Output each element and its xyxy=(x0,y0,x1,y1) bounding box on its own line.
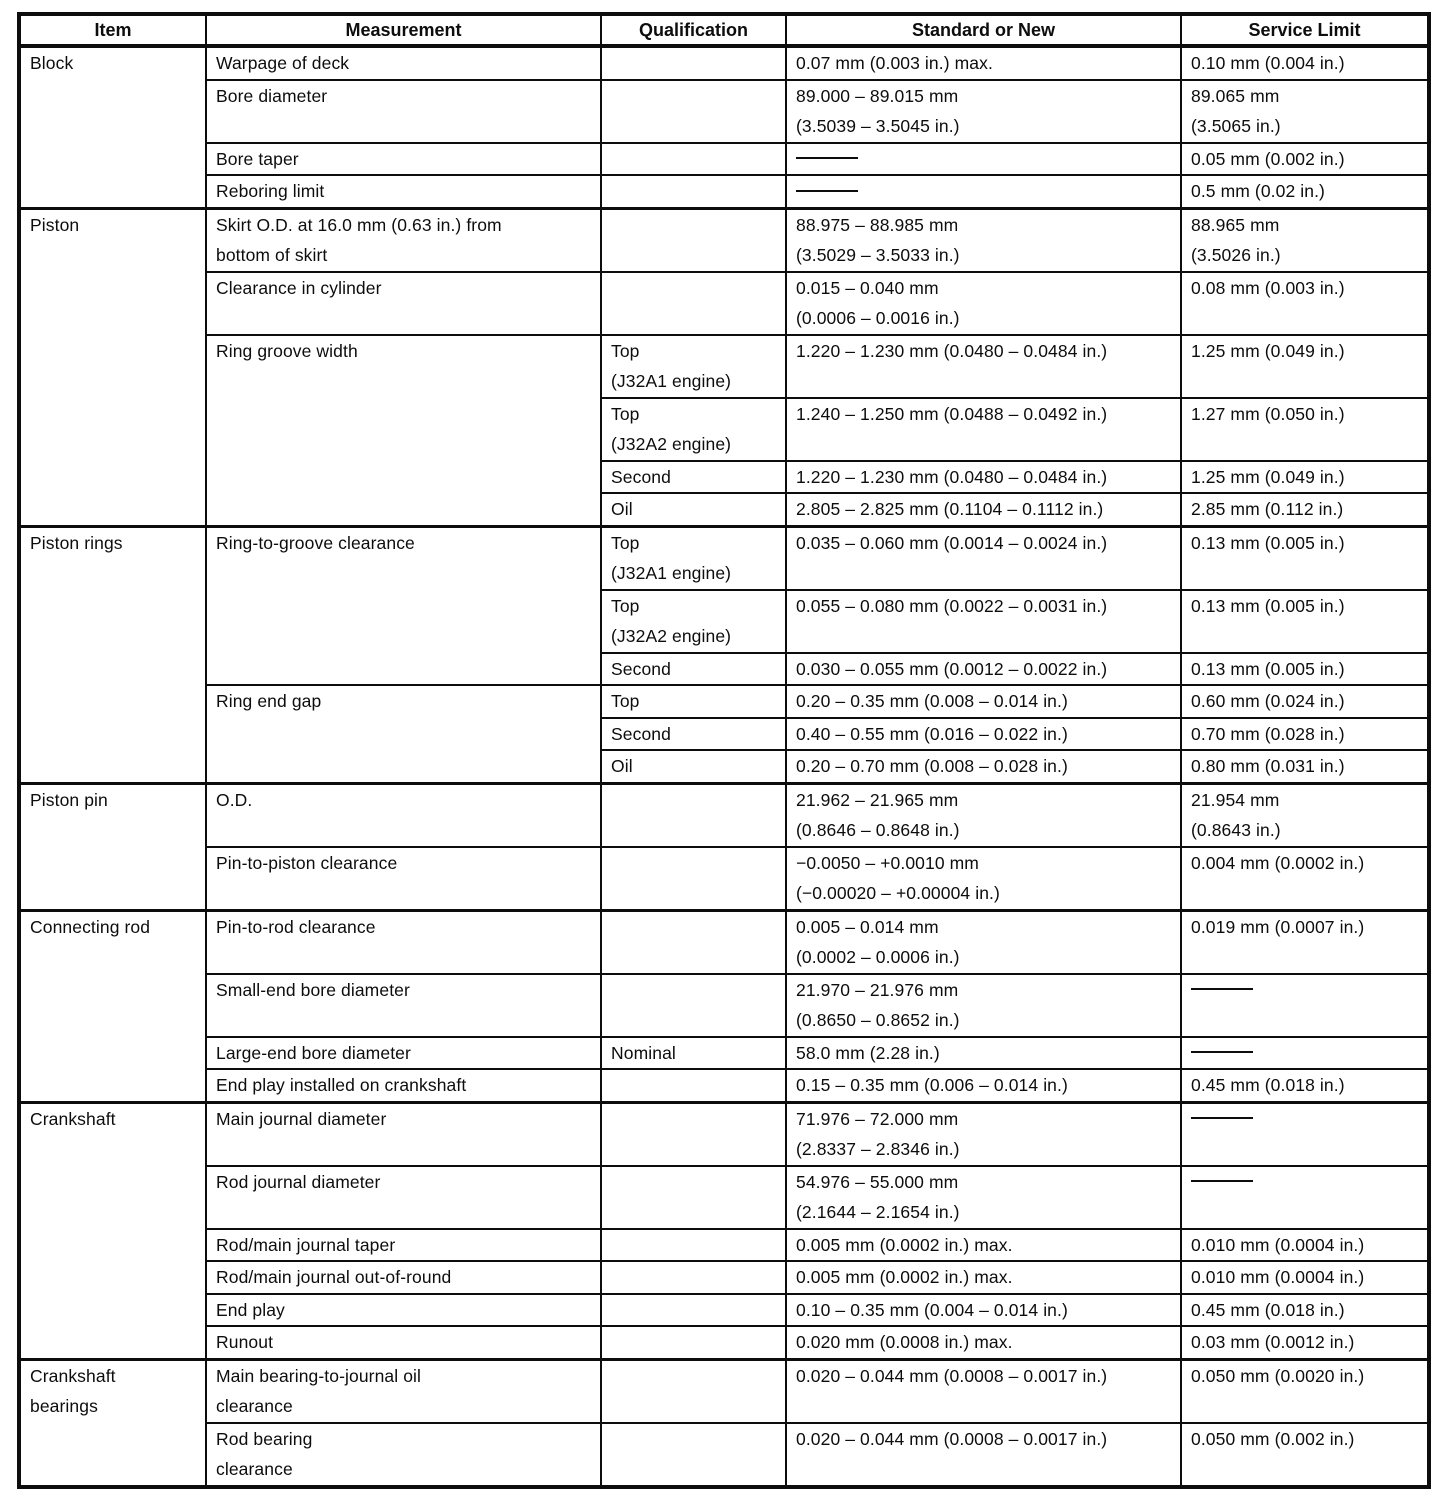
cell-line: (3.5065 in.) xyxy=(1191,116,1281,136)
cell-line: 0.050 mm (0.0020 in.) xyxy=(1191,1365,1365,1386)
cell-line: 0.80 mm (0.031 in.) xyxy=(1191,756,1345,776)
column-header-service-limit: Service Limit xyxy=(1181,14,1429,46)
standard-cell xyxy=(786,1102,1181,1166)
engine-spec-table xyxy=(17,12,1431,1489)
table-row xyxy=(19,1069,1429,1102)
standard-cell xyxy=(786,1069,1181,1102)
cell-line: 0.05 mm (0.002 in.) xyxy=(1191,148,1345,169)
item-cell xyxy=(19,208,206,526)
cell-line: Piston xyxy=(30,214,80,235)
standard-cell xyxy=(786,1359,1181,1423)
dash-placeholder xyxy=(1191,1180,1253,1182)
standard-cell xyxy=(786,335,1181,398)
standard-cell xyxy=(786,653,1181,686)
measurement-cell xyxy=(206,335,601,527)
cell-line: 1.27 mm (0.050 in.) xyxy=(1191,403,1345,424)
measurement-cell xyxy=(206,175,601,208)
table-row xyxy=(19,335,1429,398)
cell-line: 0.5 mm (0.02 in.) xyxy=(1191,181,1325,201)
cell-line: 89.065 mm xyxy=(1191,85,1280,106)
cell-line: Second xyxy=(611,466,671,487)
service-limit-cell xyxy=(1181,847,1429,911)
table-row xyxy=(19,1037,1429,1070)
cell-line: 0.020 – 0.044 mm (0.0008 – 0.0017 in.) xyxy=(796,1428,1108,1449)
service-limit-cell xyxy=(1181,685,1429,718)
service-limit-cell xyxy=(1181,1359,1429,1423)
standard-cell xyxy=(786,272,1181,335)
cell-line: 0.20 – 0.70 mm (0.008 – 0.028 in.) xyxy=(796,756,1068,776)
cell-line: 0.45 mm (0.018 in.) xyxy=(1191,1299,1345,1320)
cell-line: 0.20 – 0.35 mm (0.008 – 0.014 in.) xyxy=(796,691,1068,711)
cell-line: 1.25 mm (0.049 in.) xyxy=(1191,466,1345,487)
cell-line: Top xyxy=(611,691,640,711)
cell-line: O.D. xyxy=(216,789,253,810)
cell-line: 1.220 – 1.230 mm (0.0480 – 0.0484 in.) xyxy=(796,466,1108,487)
cell-line: Nominal xyxy=(611,1042,676,1063)
cell-line: 0.13 mm (0.005 in.) xyxy=(1191,595,1345,616)
cell-line: 21.954 mm xyxy=(1191,789,1280,810)
cell-line: 0.13 mm (0.005 in.) xyxy=(1191,658,1345,679)
standard-cell xyxy=(786,1294,1181,1327)
cell-line: 21.970 – 21.976 mm xyxy=(796,979,959,1000)
measurement-cell xyxy=(206,1261,601,1294)
standard-cell xyxy=(786,143,1181,176)
table-row xyxy=(19,1326,1429,1359)
service-limit-cell xyxy=(1181,590,1429,653)
cell-line: 0.40 – 0.55 mm (0.016 – 0.022 in.) xyxy=(796,723,1068,744)
cell-line: Second xyxy=(611,658,671,679)
cell-line: End play xyxy=(216,1299,285,1320)
service-limit-cell xyxy=(1181,398,1429,461)
standard-cell xyxy=(786,398,1181,461)
cell-line: Rod journal diameter xyxy=(216,1171,381,1192)
cell-line: Piston pin xyxy=(30,789,108,810)
qualification-cell xyxy=(601,1326,786,1359)
qualification-cell xyxy=(601,1294,786,1327)
cell-line: bottom of skirt xyxy=(216,245,328,265)
service-limit-cell xyxy=(1181,272,1429,335)
cell-line: Skirt O.D. at 16.0 mm (0.63 in.) from xyxy=(216,214,502,235)
cell-line: 88.975 – 88.985 mm xyxy=(796,214,959,235)
cell-line: Top xyxy=(611,595,640,616)
qualification-cell xyxy=(601,461,786,494)
cell-line xyxy=(1191,1167,1421,1198)
qualification-cell xyxy=(601,1069,786,1102)
cell-line: (J32A1 engine) xyxy=(611,371,732,391)
cell-line: 21.962 – 21.965 mm xyxy=(796,789,959,810)
cell-line: Top xyxy=(611,340,640,361)
qualification-cell xyxy=(601,685,786,718)
qualification-cell xyxy=(601,1102,786,1166)
measurement-cell xyxy=(206,526,601,685)
spec-table-header xyxy=(19,14,1429,46)
table-row xyxy=(19,272,1429,335)
cell-line: 88.965 mm xyxy=(1191,214,1280,235)
cell-line: 2.805 – 2.825 mm (0.1104 – 0.1112 in.) xyxy=(796,499,1104,519)
measurement-cell xyxy=(206,685,601,783)
cell-line: (2.1644 – 2.1654 in.) xyxy=(796,1202,960,1222)
cell-line xyxy=(1191,1038,1421,1069)
item-cell xyxy=(19,1359,206,1487)
table-row xyxy=(19,1102,1429,1166)
cell-line: clearance xyxy=(216,1396,293,1416)
cell-line: Oil xyxy=(611,756,633,776)
qualification-cell xyxy=(601,1229,786,1262)
cell-line: 0.10 – 0.35 mm (0.004 – 0.014 in.) xyxy=(796,1299,1068,1320)
service-limit-cell xyxy=(1181,1294,1429,1327)
cell-line: (J32A2 engine) xyxy=(611,626,732,646)
cell-line: 0.03 mm (0.0012 in.) xyxy=(1191,1332,1355,1352)
service-limit-cell xyxy=(1181,718,1429,751)
standard-cell xyxy=(786,46,1181,80)
cell-line: 0.015 – 0.040 mm xyxy=(796,277,939,298)
qualification-cell xyxy=(601,718,786,751)
table-row xyxy=(19,1359,1429,1423)
standard-cell xyxy=(786,1326,1181,1359)
qualification-cell xyxy=(601,1166,786,1229)
qualification-cell xyxy=(601,910,786,974)
standard-cell xyxy=(786,783,1181,847)
cell-line: (0.8646 – 0.8648 in.) xyxy=(796,820,960,840)
cell-line: 0.70 mm (0.028 in.) xyxy=(1191,723,1345,744)
cell-line: Block xyxy=(30,53,74,73)
measurement-cell xyxy=(206,910,601,974)
cell-line xyxy=(1191,1104,1421,1135)
cell-line: 0.035 – 0.060 mm (0.0014 – 0.0024 in.) xyxy=(796,532,1108,553)
cell-line: (0.0006 – 0.0016 in.) xyxy=(796,308,960,328)
header-row xyxy=(19,14,1429,46)
service-limit-cell xyxy=(1181,1423,1429,1487)
cell-line: Ring-to-groove clearance xyxy=(216,532,415,553)
service-limit-cell xyxy=(1181,1069,1429,1102)
cell-line: Top xyxy=(611,532,640,553)
cell-line: 71.976 – 72.000 mm xyxy=(796,1108,959,1129)
table-row xyxy=(19,80,1429,143)
dash-placeholder xyxy=(1191,1051,1253,1053)
service-limit-cell xyxy=(1181,1166,1429,1229)
qualification-cell xyxy=(601,653,786,686)
cell-line: 0.45 mm (0.018 in.) xyxy=(1191,1075,1345,1095)
cell-line: 0.020 – 0.044 mm (0.0008 – 0.0017 in.) xyxy=(796,1365,1108,1386)
service-limit-cell xyxy=(1181,1229,1429,1262)
service-limit-cell xyxy=(1181,46,1429,80)
cell-line: (3.5029 – 3.5033 in.) xyxy=(796,245,960,265)
table-row xyxy=(19,974,1429,1037)
qualification-cell xyxy=(601,208,786,272)
cell-line: Rod/main journal out-of-round xyxy=(216,1267,452,1287)
qualification-cell xyxy=(601,750,786,783)
standard-cell xyxy=(786,1037,1181,1070)
measurement-cell xyxy=(206,143,601,176)
cell-line: Bore taper xyxy=(216,148,299,169)
service-limit-cell xyxy=(1181,143,1429,176)
service-limit-cell xyxy=(1181,208,1429,272)
standard-cell xyxy=(786,685,1181,718)
measurement-cell xyxy=(206,783,601,847)
cell-line: 0.019 mm (0.0007 in.) xyxy=(1191,916,1365,937)
cell-line: 0.13 mm (0.005 in.) xyxy=(1191,532,1345,553)
cell-line: (3.5026 in.) xyxy=(1191,245,1281,265)
cell-line: Oil xyxy=(611,499,633,519)
cell-line: Pin-to-piston clearance xyxy=(216,852,398,873)
qualification-cell xyxy=(601,175,786,208)
column-header-qualification: Qualification xyxy=(601,14,786,46)
qualification-cell xyxy=(601,398,786,461)
cell-line xyxy=(796,144,1174,175)
standard-cell xyxy=(786,493,1181,526)
service-limit-cell xyxy=(1181,910,1429,974)
qualification-cell xyxy=(601,526,786,590)
service-limit-cell xyxy=(1181,335,1429,398)
qualification-cell xyxy=(601,590,786,653)
cell-line xyxy=(796,176,1174,207)
service-limit-cell xyxy=(1181,80,1429,143)
standard-cell xyxy=(786,461,1181,494)
measurement-cell xyxy=(206,1166,601,1229)
dash-placeholder xyxy=(1191,1117,1253,1119)
service-limit-cell xyxy=(1181,175,1429,208)
standard-cell xyxy=(786,590,1181,653)
cell-line: Ring end gap xyxy=(216,691,322,711)
cell-line: Main journal diameter xyxy=(216,1108,387,1129)
cell-line: 0.07 mm (0.003 in.) max. xyxy=(796,53,993,73)
cell-line: Crankshaft xyxy=(30,1108,116,1129)
measurement-cell xyxy=(206,46,601,80)
cell-line: 0.15 – 0.35 mm (0.006 – 0.014 in.) xyxy=(796,1075,1068,1095)
cell-line: Main bearing-to-journal oil xyxy=(216,1365,422,1386)
measurement-cell xyxy=(206,1359,601,1423)
table-row xyxy=(19,1261,1429,1294)
cell-line: Clearance in cylinder xyxy=(216,277,382,298)
dash-placeholder xyxy=(796,190,858,192)
cell-line: 1.240 – 1.250 mm (0.0488 – 0.0492 in.) xyxy=(796,403,1108,424)
qualification-cell xyxy=(601,46,786,80)
measurement-cell xyxy=(206,1423,601,1487)
standard-cell xyxy=(786,1261,1181,1294)
cell-line: Warpage of deck xyxy=(216,53,350,73)
cell-line: 54.976 – 55.000 mm xyxy=(796,1171,959,1192)
cell-line: (0.8650 – 0.8652 in.) xyxy=(796,1010,960,1030)
qualification-cell xyxy=(601,335,786,398)
cell-line: 0.055 – 0.080 mm (0.0022 – 0.0031 in.) xyxy=(796,595,1108,616)
cell-line: (0.0002 – 0.0006 in.) xyxy=(796,947,960,967)
cell-line: 0.020 mm (0.0008 in.) max. xyxy=(796,1332,1013,1352)
cell-line: Runout xyxy=(216,1332,274,1352)
cell-line xyxy=(1191,975,1421,1006)
table-row xyxy=(19,1423,1429,1487)
qualification-cell xyxy=(601,493,786,526)
cell-line: Ring groove width xyxy=(216,340,358,361)
measurement-cell xyxy=(206,974,601,1037)
item-cell xyxy=(19,46,206,208)
cell-line: 0.010 mm (0.0004 in.) xyxy=(1191,1267,1365,1287)
cell-line: 0.005 – 0.014 mm xyxy=(796,916,939,937)
table-row xyxy=(19,783,1429,847)
cell-line: 1.220 – 1.230 mm (0.0480 – 0.0484 in.) xyxy=(796,340,1108,361)
service-limit-cell xyxy=(1181,1326,1429,1359)
measurement-cell xyxy=(206,1102,601,1166)
cell-line: (J32A2 engine) xyxy=(611,434,732,454)
cell-line: Large-end bore diameter xyxy=(216,1042,411,1063)
column-header-measurement: Measurement xyxy=(206,14,601,46)
cell-line: 0.08 mm (0.003 in.) xyxy=(1191,277,1345,298)
cell-line: Reboring limit xyxy=(216,181,325,201)
cell-line: 0.10 mm (0.004 in.) xyxy=(1191,53,1345,73)
measurement-cell xyxy=(206,1326,601,1359)
measurement-cell xyxy=(206,208,601,272)
cell-line: 0.010 mm (0.0004 in.) xyxy=(1191,1234,1365,1255)
qualification-cell xyxy=(601,1261,786,1294)
measurement-cell xyxy=(206,1294,601,1327)
cell-line: 0.030 – 0.055 mm (0.0012 – 0.0022 in.) xyxy=(796,658,1108,679)
qualification-cell xyxy=(601,847,786,911)
cell-line: (3.5039 – 3.5045 in.) xyxy=(796,116,960,136)
measurement-cell xyxy=(206,847,601,911)
service-limit-cell xyxy=(1181,1102,1429,1166)
table-row xyxy=(19,1294,1429,1327)
service-limit-cell xyxy=(1181,461,1429,494)
service-limit-cell xyxy=(1181,526,1429,590)
measurement-cell xyxy=(206,1229,601,1262)
standard-cell xyxy=(786,526,1181,590)
qualification-cell xyxy=(601,783,786,847)
dash-placeholder xyxy=(796,157,858,159)
cell-line: (2.8337 – 2.8346 in.) xyxy=(796,1139,960,1159)
cell-line: Second xyxy=(611,723,671,744)
measurement-cell xyxy=(206,1069,601,1102)
service-limit-cell xyxy=(1181,783,1429,847)
cell-line: 0.004 mm (0.0002 in.) xyxy=(1191,852,1365,873)
cell-line: clearance xyxy=(216,1459,293,1479)
cell-line: Small-end bore diameter xyxy=(216,979,410,1000)
column-header-item: Item xyxy=(19,14,206,46)
cell-line: 0.005 mm (0.0002 in.) max. xyxy=(796,1267,1013,1287)
cell-line: 58.0 mm (2.28 in.) xyxy=(796,1042,940,1063)
qualification-cell xyxy=(601,1037,786,1070)
item-cell xyxy=(19,783,206,910)
table-row xyxy=(19,685,1429,718)
qualification-cell xyxy=(601,272,786,335)
dash-placeholder xyxy=(1191,988,1253,990)
item-cell xyxy=(19,526,206,783)
item-cell xyxy=(19,910,206,1102)
cell-line: 0.60 mm (0.024 in.) xyxy=(1191,691,1345,711)
standard-cell xyxy=(786,1166,1181,1229)
service-limit-cell xyxy=(1181,1037,1429,1070)
table-row xyxy=(19,1166,1429,1229)
item-cell xyxy=(19,1102,206,1359)
service-limit-cell xyxy=(1181,750,1429,783)
measurement-cell xyxy=(206,1037,601,1070)
table-row xyxy=(19,175,1429,208)
cell-line: bearings xyxy=(30,1396,98,1416)
standard-cell xyxy=(786,718,1181,751)
cell-line: 89.000 – 89.015 mm xyxy=(796,85,959,106)
table-row xyxy=(19,1229,1429,1262)
table-row xyxy=(19,46,1429,80)
cell-line: (J32A1 engine) xyxy=(611,563,732,583)
standard-cell xyxy=(786,910,1181,974)
qualification-cell xyxy=(601,974,786,1037)
standard-cell xyxy=(786,1423,1181,1487)
qualification-cell xyxy=(601,143,786,176)
standard-cell xyxy=(786,208,1181,272)
column-header-standard: Standard or New xyxy=(786,14,1181,46)
cell-line: 0.050 mm (0.002 in.) xyxy=(1191,1428,1355,1449)
qualification-cell xyxy=(601,1359,786,1423)
cell-line: Bore diameter xyxy=(216,85,328,106)
cell-line: 0.005 mm (0.0002 in.) max. xyxy=(796,1234,1013,1255)
table-row xyxy=(19,847,1429,911)
table-row xyxy=(19,208,1429,272)
cell-line: Pin-to-rod clearance xyxy=(216,916,376,937)
standard-cell xyxy=(786,175,1181,208)
standard-cell xyxy=(786,847,1181,911)
cell-line: Rod/main journal taper xyxy=(216,1234,396,1255)
cell-line: (0.8643 in.) xyxy=(1191,820,1281,840)
cell-line: Piston rings xyxy=(30,532,123,553)
service-limit-cell xyxy=(1181,1261,1429,1294)
table-row xyxy=(19,526,1429,590)
standard-cell xyxy=(786,750,1181,783)
measurement-cell xyxy=(206,272,601,335)
service-limit-cell xyxy=(1181,974,1429,1037)
cell-line: Top xyxy=(611,403,640,424)
standard-cell xyxy=(786,80,1181,143)
cell-line: Crankshaft xyxy=(30,1365,116,1386)
qualification-cell xyxy=(601,80,786,143)
cell-line: 1.25 mm (0.049 in.) xyxy=(1191,340,1345,361)
cell-line: (−0.00020 – +0.00004 in.) xyxy=(796,883,1000,903)
measurement-cell xyxy=(206,80,601,143)
cell-line: End play installed on crankshaft xyxy=(216,1075,467,1095)
service-limit-cell xyxy=(1181,493,1429,526)
spec-table-body xyxy=(19,46,1429,1487)
cell-line: −0.0050 – +0.0010 mm xyxy=(796,852,979,873)
table-row xyxy=(19,143,1429,176)
cell-line: 2.85 mm (0.112 in.) xyxy=(1191,499,1344,519)
table-row xyxy=(19,910,1429,974)
cell-line: Connecting rod xyxy=(30,916,151,937)
cell-line: Rod bearing xyxy=(216,1428,313,1449)
qualification-cell xyxy=(601,1423,786,1487)
service-limit-cell xyxy=(1181,653,1429,686)
standard-cell xyxy=(786,974,1181,1037)
standard-cell xyxy=(786,1229,1181,1262)
